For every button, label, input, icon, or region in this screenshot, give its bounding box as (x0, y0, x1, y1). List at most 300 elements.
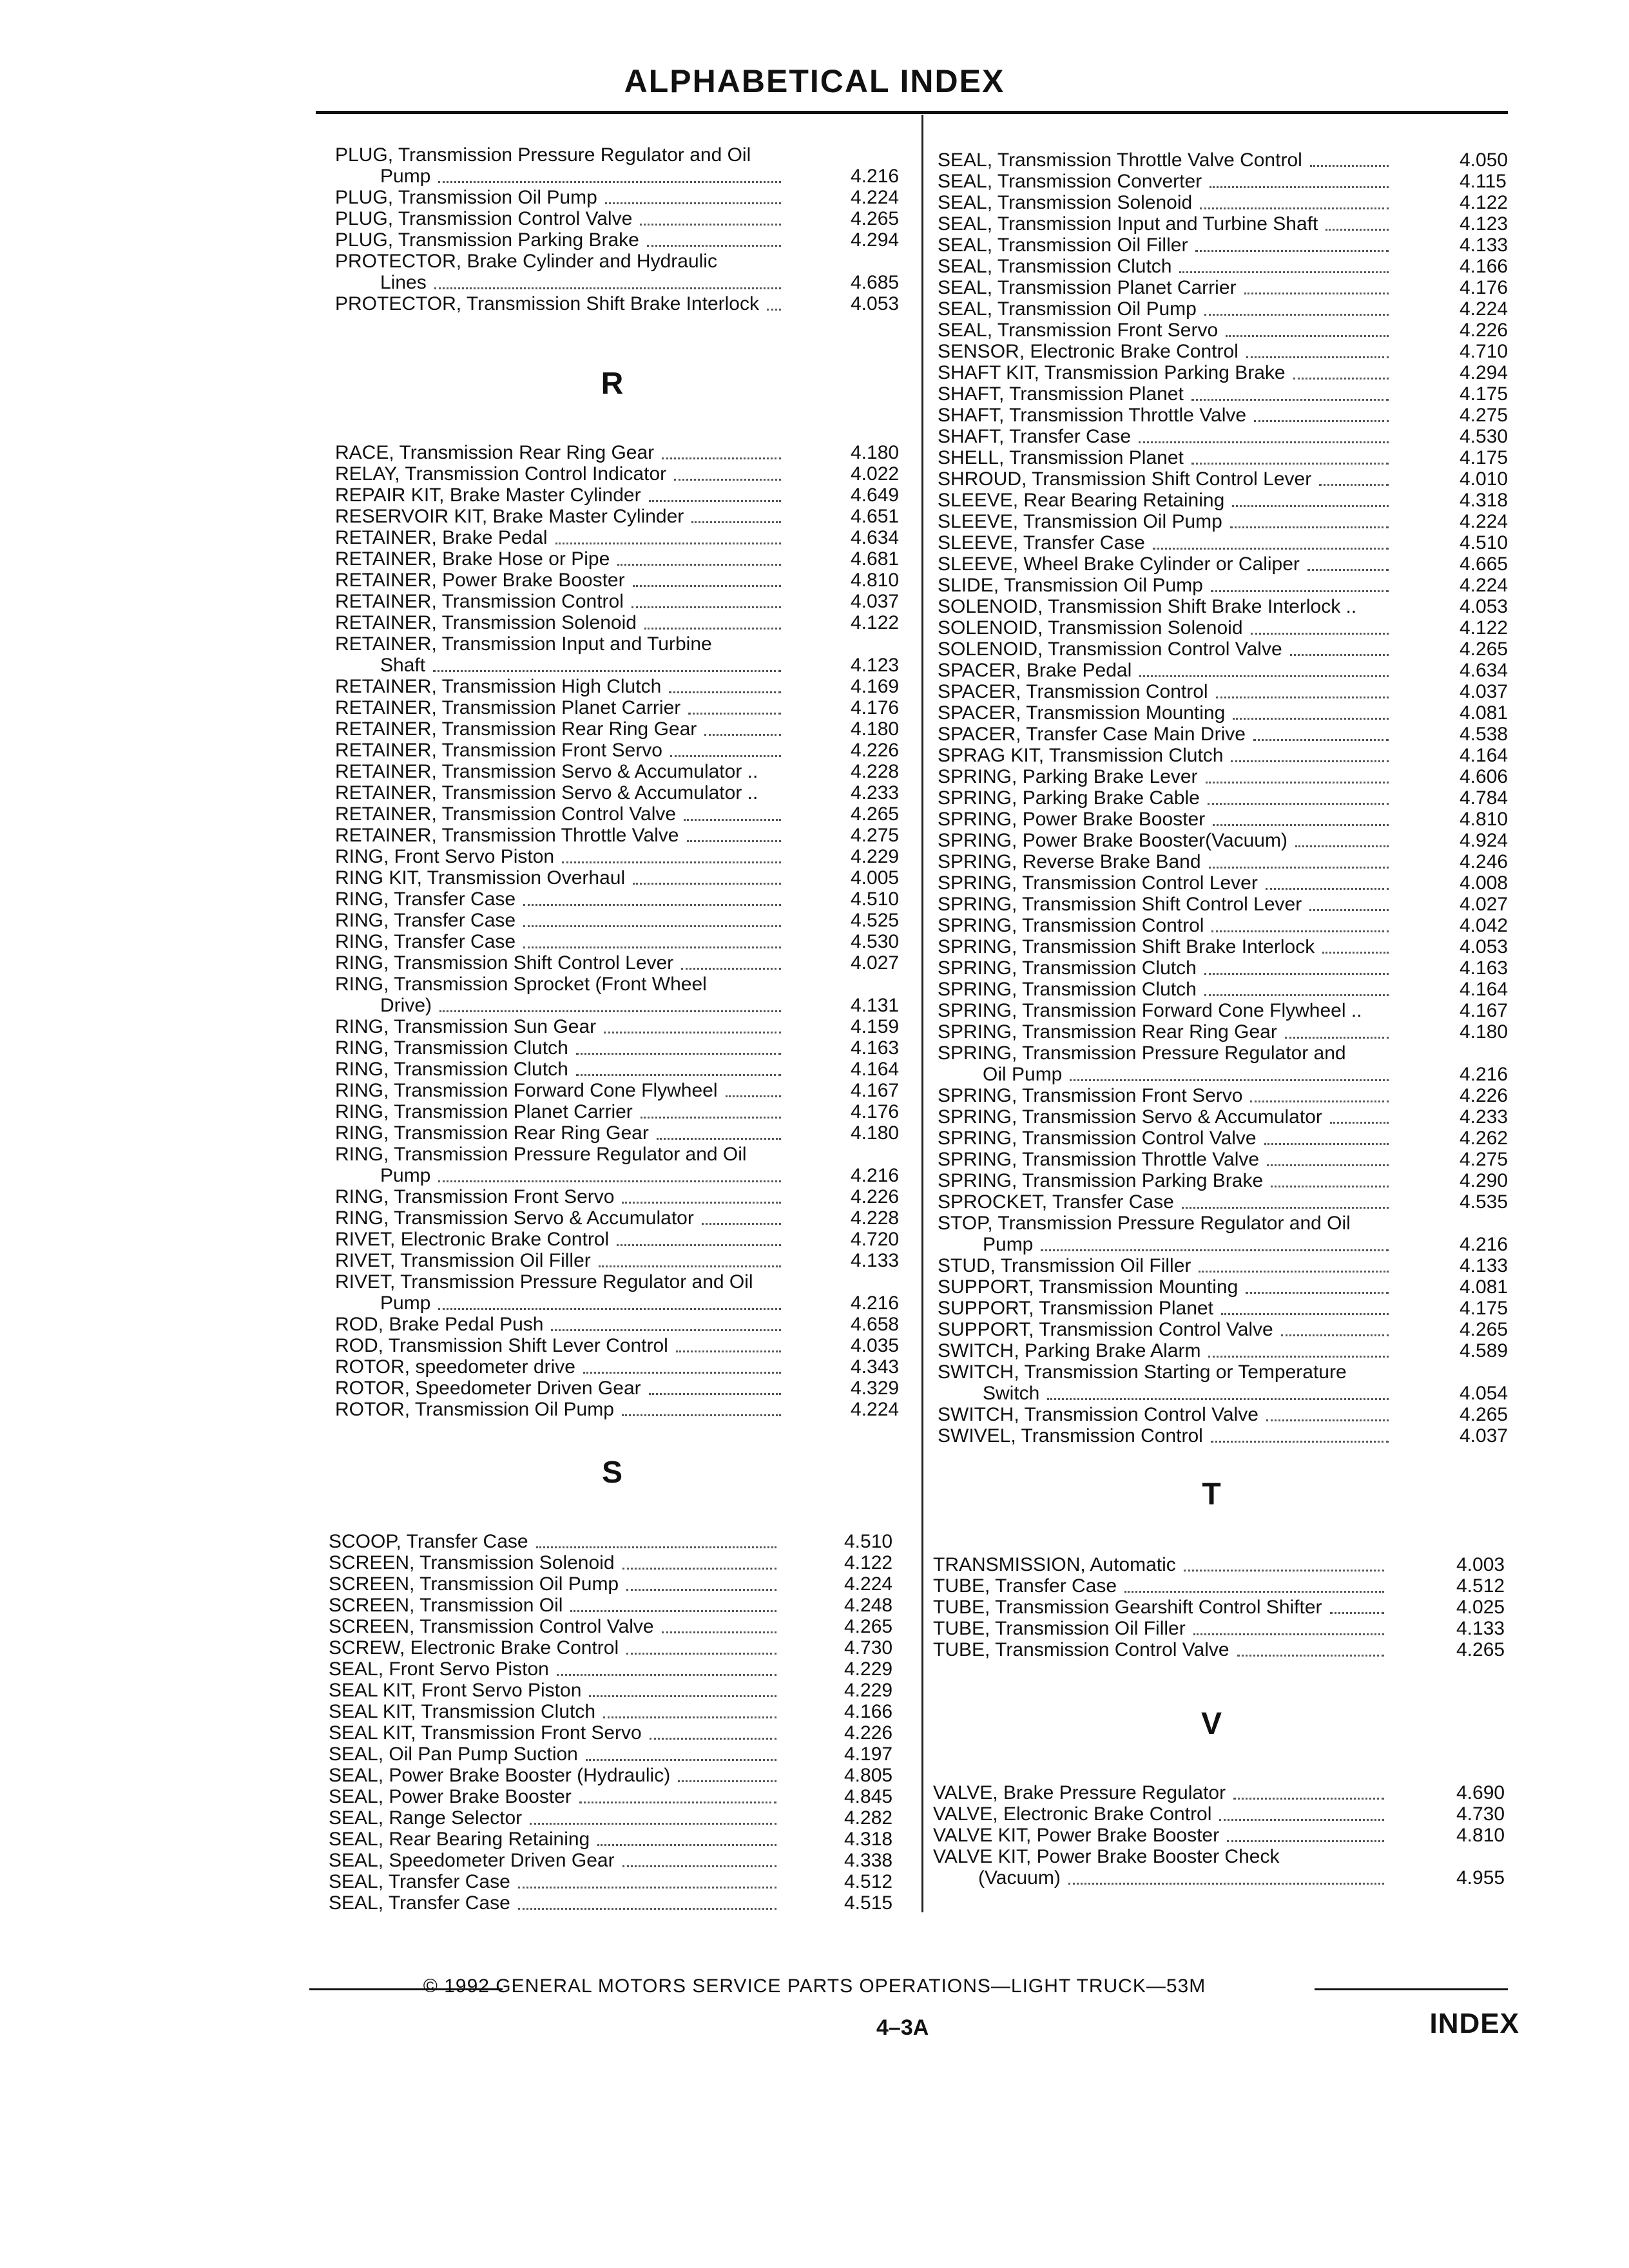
index-entry-page: 4.081 (1460, 1276, 1509, 1298)
dot-leader (726, 1095, 781, 1097)
dot-leader (1206, 782, 1389, 783)
dot-leader (1307, 569, 1389, 571)
index-entry-page: 4.175 (1460, 383, 1509, 405)
index-entry-page: 4.164 (851, 1059, 900, 1080)
index-entry (329, 1531, 902, 1552)
index-entry-label (938, 702, 1518, 724)
dot-leader (640, 224, 781, 226)
index-entry-page: 4.690 (1456, 1782, 1505, 1803)
index-entry-text: SHAFT KIT, Transmission Parking Brake (938, 362, 1286, 383)
index-entry-continuation: Lines (380, 272, 427, 293)
index-entry-page: 4.784 (1460, 787, 1509, 809)
dot-leader (599, 1265, 781, 1267)
index-entry-label (938, 468, 1518, 490)
index-entry-text: SENSOR, Electronic Brake Control (938, 341, 1239, 362)
index-entry-page: 4.265 (1460, 1319, 1509, 1340)
index-entry-label (335, 910, 902, 931)
index-entry-text: RING, Transmission Planet Carrier (335, 1101, 633, 1122)
index-entry-text: SEAL, Transmission Oil Filler (938, 235, 1188, 256)
dot-leader (433, 670, 781, 672)
index-entry-text: SPACER, Transmission Control (938, 681, 1208, 702)
index-entry-page: 4.720 (851, 1229, 900, 1250)
index-entry (335, 697, 902, 718)
index-entry (938, 1425, 1518, 1446)
dot-leader (1266, 888, 1389, 890)
dot-leader (576, 1053, 781, 1055)
index-entry-label (938, 426, 1518, 447)
index-entry-page: 4.042 (1460, 915, 1509, 936)
index-entry (335, 1186, 902, 1207)
index-entry-text: SPRING, Transmission Pressure Regulator and (938, 1043, 1346, 1064)
dot-leader (1266, 1419, 1389, 1421)
index-entry-label (933, 1597, 1513, 1618)
index-entry (329, 1637, 902, 1658)
index-entry-continuation: Shaft (380, 655, 426, 676)
index-entry-continuation: Oil Pump (983, 1064, 1063, 1085)
index-entry (335, 1271, 902, 1314)
index-entry (335, 952, 902, 974)
index-entry-continuation: Drive) (380, 995, 432, 1016)
index-entry (938, 724, 1518, 745)
dot-leader (597, 1844, 776, 1846)
index-entry-text: SPRING, Transmission Control Valve (938, 1128, 1257, 1149)
page-number: 4–3A (876, 2015, 929, 2040)
index-entry-label (938, 957, 1518, 979)
index-entry (335, 527, 902, 548)
index-entry-text: RETAINER, Transmission Control Valve (335, 803, 677, 825)
index-entry-text: RING, Transmission Front Servo (335, 1186, 615, 1207)
index-entry (335, 825, 902, 846)
index-entry-page: 4.294 (1460, 362, 1509, 383)
index-entry-label (933, 1846, 1513, 1867)
index-entry-label (938, 405, 1518, 426)
dot-leader (589, 1695, 776, 1697)
dot-leader (1285, 1037, 1389, 1039)
index-entry-label (938, 1170, 1518, 1191)
index-entry-text: SPRING, Parking Brake Lever (938, 766, 1198, 787)
index-entry-label (335, 1229, 902, 1250)
dot-leader (1211, 1441, 1389, 1443)
index-entry (938, 617, 1518, 639)
index-entry-text: SEAL, Transmission Front Servo (938, 320, 1219, 341)
index-entry-text: SPRING, Transmission Clutch (938, 957, 1197, 979)
index-entry-text: RING, Transmission Servo & Accumulator (335, 1207, 694, 1229)
index-entry-label (938, 872, 1518, 894)
index-entry (335, 803, 902, 825)
index-entry-page: 4.180 (851, 1122, 900, 1144)
index-entry-label (938, 1404, 1518, 1425)
dot-leader (641, 1117, 781, 1119)
index-entry-text: SUPPORT, Transmission Control Valve (938, 1319, 1273, 1340)
dot-leader (1319, 484, 1389, 486)
index-entry (938, 1319, 1518, 1340)
index-entry-label (933, 1803, 1513, 1825)
index-entry-continuation: Switch (983, 1383, 1040, 1404)
index-entry-page: 4.133 (1460, 235, 1509, 256)
dot-leader (1293, 378, 1389, 380)
index-entry-continuation: Pump (380, 1293, 431, 1314)
index-entry-label (335, 485, 902, 506)
index-entry (335, 910, 902, 931)
index-entry-text: RING, Transfer Case (335, 910, 516, 931)
index-entry-page: 4.176 (851, 1101, 900, 1122)
index-entry-label (335, 889, 902, 910)
index-entry-page: 4.229 (844, 1680, 893, 1701)
dot-leader (1221, 1313, 1389, 1315)
index-entry-text: ROD, Transmission Shift Lever Control (335, 1335, 668, 1356)
index-entry-label (329, 1616, 902, 1637)
dot-leader (1179, 271, 1389, 273)
index-entry-label (938, 171, 1518, 192)
index-entry-text: SPACER, Brake Pedal (938, 660, 1132, 681)
index-entry-text: SPRING, Power Brake Booster(Vacuum) (938, 830, 1287, 851)
index-entry-page: 4.216 (851, 1293, 900, 1314)
index-entry (335, 889, 902, 910)
index-entry (938, 1021, 1518, 1043)
index-entry-page: 4.167 (1460, 1000, 1509, 1021)
dot-leader (518, 1887, 776, 1888)
dot-leader (626, 1589, 776, 1591)
index-entry-page: 4.176 (851, 697, 900, 718)
index-entry (938, 447, 1518, 468)
index-entry-label (938, 1340, 1518, 1361)
dot-leader (681, 968, 781, 970)
dot-leader (662, 1631, 776, 1633)
dot-leader (1322, 952, 1389, 954)
index-entry-label (335, 144, 902, 166)
dot-leader (1237, 1655, 1384, 1657)
dot-leader (604, 1032, 781, 1033)
index-entry-label (335, 570, 902, 591)
index-entry (938, 872, 1518, 894)
index-entry-page: 4.282 (844, 1807, 893, 1829)
index-entry (938, 383, 1518, 405)
index-entry-page: 4.133 (851, 1250, 900, 1271)
index-entry-label (938, 979, 1518, 1000)
index-entry (335, 1101, 902, 1122)
index-entry-text: RING, Transfer Case (335, 931, 516, 952)
index-entry (938, 553, 1518, 575)
index-entry-label (938, 1213, 1518, 1234)
index-entry-label (329, 1829, 902, 1850)
index-entry-label (938, 1106, 1518, 1128)
index-entry-page: 4.159 (851, 1016, 900, 1037)
index-entry-label (335, 867, 902, 889)
index-entry-page: 4.053 (1460, 936, 1509, 957)
index-entry-text: SCREEN, Transmission Solenoid (329, 1552, 615, 1573)
index-entry-text: ROTOR, Transmission Oil Pump (335, 1399, 614, 1420)
index-entry (329, 1765, 902, 1786)
index-entry (335, 463, 902, 485)
footer-copyright: © 1992 GENERAL MOTORS SERVICE PARTS OPERATIONS—LIGHT TRUCK—53M (423, 1975, 1206, 1997)
index-entry (938, 171, 1518, 192)
index-entry (335, 782, 902, 803)
index-entry-label (329, 1871, 902, 1892)
index-entry-text: RING, Transmission Clutch (335, 1059, 568, 1080)
dot-leader (555, 543, 781, 544)
index-entry-label (938, 320, 1518, 341)
dot-leader (1191, 463, 1389, 465)
index-entry-label (335, 506, 902, 527)
index-entry-label (938, 915, 1518, 936)
index-entry (938, 532, 1518, 553)
index-entry-label (938, 787, 1518, 809)
index-entry-text: RETAINER, Transmission Input and Turbine (335, 633, 712, 655)
dot-leader (1204, 314, 1389, 316)
index-entry-page: 4.530 (1460, 426, 1509, 447)
dot-leader (1295, 845, 1389, 847)
index-entry-text: PLUG, Transmission Oil Pump (335, 187, 597, 208)
index-entry-continuation: Pump (380, 166, 431, 187)
dot-leader (702, 1223, 781, 1225)
index-entry-text: SPRING, Power Brake Booster (938, 809, 1206, 830)
index-entry-label (938, 639, 1518, 660)
index-entry (938, 1276, 1518, 1298)
index-entry (938, 1213, 1518, 1255)
index-entry-page: 4.050 (1460, 149, 1509, 171)
index-entry-page: 4.163 (1460, 957, 1509, 979)
index-entry-label (335, 761, 902, 782)
index-entry-page: 4.265 (1460, 639, 1509, 660)
index-entry-page: 4.265 (844, 1616, 893, 1637)
index-entry-label (335, 229, 902, 251)
index-entry-text: SWITCH, Transmission Starting or Temperature (938, 1361, 1347, 1383)
index-entry-label (938, 192, 1518, 213)
index-entry-label (938, 1361, 1518, 1383)
index-entry (938, 596, 1518, 617)
index-entry-label (938, 213, 1518, 235)
dot-leader (1246, 356, 1389, 358)
dot-leader (1204, 973, 1389, 975)
index-entry-label (335, 633, 902, 655)
index-entry (938, 235, 1518, 256)
index-entry-text: RIVET, Transmission Oil Filler (335, 1250, 591, 1271)
index-entry-page: 4.665 (1460, 553, 1509, 575)
index-entry-label (335, 1399, 902, 1420)
index-entry-page: 4.730 (1456, 1803, 1505, 1825)
index-entry (335, 1314, 902, 1335)
index-entry-page: 4.343 (851, 1356, 900, 1378)
dot-leader (1204, 994, 1389, 996)
index-entry-text: TUBE, Transmission Gearshift Control Shifter (933, 1597, 1322, 1618)
index-entry-page: 4.226 (844, 1722, 893, 1744)
index-entry-label (335, 782, 902, 803)
section-letter-t: T (1202, 1477, 1221, 1512)
index-entry (335, 591, 902, 612)
index-entry (938, 1298, 1518, 1319)
index-entry-text: SEAL, Transfer Case (329, 1871, 510, 1892)
index-entry (938, 1255, 1518, 1276)
index-entry-page: 4.510 (844, 1531, 893, 1552)
dot-leader (1290, 654, 1389, 656)
index-entry-label (329, 1892, 902, 1914)
index-entry-page: 4.710 (1460, 341, 1509, 362)
index-entry (938, 915, 1518, 936)
index-entry (335, 718, 902, 740)
index-entry-page: 4.175 (1460, 1298, 1509, 1319)
index-entry-text: RIVET, Transmission Pressure Regulator and Oil (335, 1271, 753, 1293)
dot-leader (684, 819, 781, 821)
index-entry (329, 1786, 902, 1807)
dot-leader (1210, 186, 1389, 188)
index-entry-text: SWIVEL, Transmission Control (938, 1425, 1203, 1446)
index-entry-label (335, 1101, 902, 1122)
index-entry-label (335, 251, 902, 272)
index-entry (335, 867, 902, 889)
index-entry-text: SEAL, Rear Bearing Retaining (329, 1829, 590, 1850)
index-entry (938, 405, 1518, 426)
index-entry-page: 4.027 (851, 952, 900, 974)
index-entry-text: VALVE KIT, Power Brake Booster (933, 1825, 1220, 1846)
index-entry (329, 1616, 902, 1637)
page-title: ALPHABETICAL INDEX (624, 63, 1005, 99)
index-entry-continuation: (Vacuum) (978, 1867, 1061, 1888)
index-entry-page: 4.275 (1460, 1149, 1509, 1170)
index-entry-label (933, 1554, 1513, 1575)
index-entry (938, 256, 1518, 277)
index-entry-page: 4.512 (1456, 1575, 1505, 1597)
index-entry-label (938, 936, 1518, 957)
dot-leader (631, 606, 781, 608)
index-entry-text: SPACER, Transmission Mounting (938, 702, 1226, 724)
index-entry (938, 766, 1518, 787)
index-entry-label (329, 1807, 902, 1829)
dot-leader (518, 1908, 776, 1910)
index-entry-text: RETAINER, Transmission Rear Ring Gear (335, 718, 697, 740)
dot-leader (434, 287, 781, 289)
index-entry-text: SWITCH, Parking Brake Alarm (938, 1340, 1201, 1361)
index-entry-page: 4.246 (1460, 851, 1509, 872)
index-entry-page: 4.265 (851, 803, 900, 825)
index-entry-label (329, 1531, 902, 1552)
index-entry (938, 851, 1518, 872)
index-entry-text: SHROUD, Transmission Shift Control Lever (938, 468, 1312, 490)
dot-leader (1310, 165, 1389, 167)
index-entry (938, 894, 1518, 915)
index-entry-label (938, 1425, 1518, 1446)
index-entry-page: 4.634 (1460, 660, 1509, 681)
dot-leader (1184, 1570, 1384, 1571)
dot-leader (557, 1674, 776, 1676)
index-entry-text: ROTOR, speedometer drive (335, 1356, 575, 1378)
index-entry-page: 4.845 (844, 1786, 893, 1807)
index-entry-label (335, 1207, 902, 1229)
dot-leader (1070, 1079, 1389, 1081)
index-entry-label (335, 1122, 902, 1144)
index-entry-label (335, 442, 902, 463)
index-entry-label (938, 851, 1518, 872)
index-entry (329, 1595, 902, 1616)
index-entry-text: SPROCKET, Transfer Case (938, 1191, 1174, 1213)
dot-leader (605, 202, 781, 204)
index-entry (329, 1744, 902, 1765)
index-entry-text: SEAL, Transmission Planet Carrier (938, 277, 1237, 298)
dot-leader (1271, 1186, 1389, 1187)
index-entry-page: 4.224 (1460, 298, 1509, 320)
index-entry-label (938, 745, 1518, 766)
index-entry (938, 1043, 1518, 1085)
index-entry (335, 931, 902, 952)
dot-leader (644, 628, 781, 629)
index-entry (938, 660, 1518, 681)
left-column-s-list (329, 1531, 902, 1914)
index-entry (938, 745, 1518, 766)
dot-leader (678, 1780, 776, 1782)
index-entry-page: 4.133 (1460, 1255, 1509, 1276)
dot-leader (691, 521, 781, 523)
index-entry-text: SPRING, Transmission Forward Cone Flywheel .. (938, 1000, 1362, 1021)
dot-leader (1250, 1100, 1389, 1102)
dot-leader (1267, 1164, 1389, 1166)
index-entry (335, 676, 902, 697)
index-entry-label (938, 830, 1518, 851)
index-entry-label (938, 490, 1518, 511)
index-entry (335, 1080, 902, 1101)
dot-leader (1330, 1612, 1384, 1614)
index-entry-page: 4.081 (1460, 702, 1509, 724)
dot-leader (523, 925, 781, 927)
dot-leader (617, 564, 781, 566)
index-entry-page: 4.275 (1460, 405, 1509, 426)
index-entry (335, 1037, 902, 1059)
index-entry-label (933, 1825, 1513, 1846)
index-entry-page: 4.262 (1460, 1128, 1509, 1149)
index-entry-text: RETAINER, Transmission Control (335, 591, 624, 612)
index-entry-label (335, 974, 902, 995)
index-entry-label (938, 1021, 1518, 1043)
index-entry (938, 1085, 1518, 1106)
index-entry-page: 4.164 (1460, 745, 1509, 766)
dot-leader (662, 457, 781, 459)
index-entry-text: SLEEVE, Transfer Case (938, 532, 1145, 553)
index-entry-text: SCREEN, Transmission Control Valve (329, 1616, 654, 1637)
index-entry-label (933, 1618, 1513, 1639)
index-entry-page: 4.180 (1460, 1021, 1509, 1043)
index-entry-text: ROD, Brake Pedal Push (335, 1314, 544, 1335)
index-entry-page: 4.229 (851, 846, 900, 867)
index-entry-text: SPACER, Transfer Case Main Drive (938, 724, 1246, 745)
index-entry-page: 4.122 (844, 1552, 893, 1573)
dot-leader (523, 904, 781, 906)
index-entry-text: SEAL KIT, Transmission Front Servo (329, 1722, 642, 1744)
index-entry-text: REPAIR KIT, Brake Master Cylinder (335, 485, 641, 506)
index-entry-label (335, 1250, 902, 1271)
index-entry-label (335, 718, 902, 740)
index-entry (329, 1850, 902, 1871)
dot-leader (622, 1202, 781, 1204)
index-entry-page: 4.681 (851, 548, 900, 570)
index-entry-label (938, 277, 1518, 298)
index-entry-text: VALVE KIT, Power Brake Booster Check (933, 1846, 1280, 1867)
index-entry-label (938, 894, 1518, 915)
dot-leader (438, 181, 781, 183)
index-entry-page: 4.122 (1460, 617, 1509, 639)
index-entry-text: SLIDE, Transmission Oil Pump (938, 575, 1203, 596)
index-entry-text: SUPPORT, Transmission Planet (938, 1298, 1213, 1319)
dot-leader (579, 1802, 776, 1803)
dot-leader (439, 1010, 781, 1012)
index-entry-page: 4.054 (1460, 1383, 1509, 1404)
dot-leader (670, 755, 781, 757)
index-entry-page: 4.053 (1460, 596, 1509, 617)
index-entry-label (938, 1255, 1518, 1276)
index-entry-page: 4.122 (1460, 192, 1509, 213)
index-entry-text: SOLENOID, Transmission Solenoid (938, 617, 1243, 639)
index-entry-page: 4.329 (851, 1378, 900, 1399)
index-entry-label (938, 1319, 1518, 1340)
index-entry-page: 4.649 (851, 485, 900, 506)
index-entry-page: 4.810 (851, 570, 900, 591)
